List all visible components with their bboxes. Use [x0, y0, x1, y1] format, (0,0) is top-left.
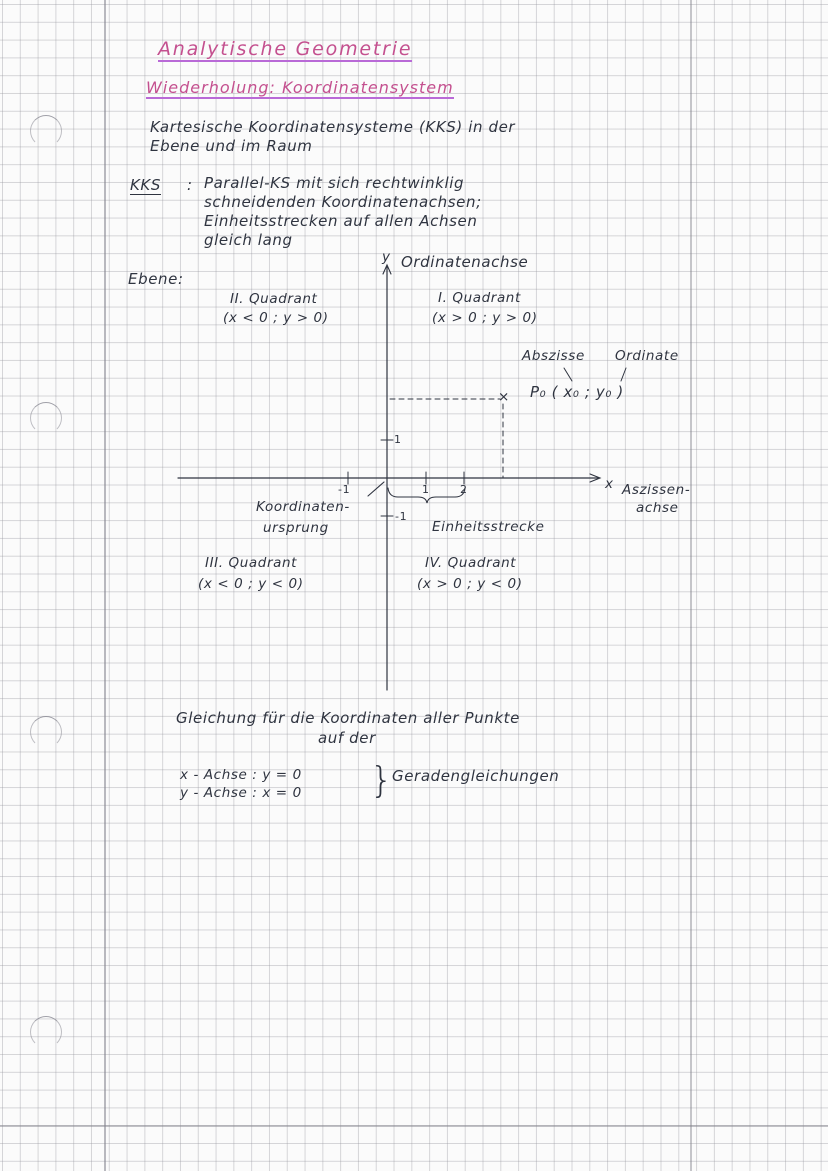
point-p0-label: P₀ ( x₀ ; y₀ ) [530, 383, 624, 401]
tick-label-x-neg1: -1 [338, 483, 351, 496]
tick-label-x-1: 1 [422, 483, 430, 496]
y-axis-letter: y [382, 249, 391, 265]
origin-label-line-2: ursprung [263, 520, 329, 536]
x-axis-name-line-1: Aszissen- [622, 482, 691, 498]
equations-intro-line-1: Gleichung für die Koordinaten aller Punkte [176, 709, 520, 727]
page-subtitle: Wiederholung: Koordinatensystem [146, 78, 454, 97]
intro-line-2: Ebene und im Raum [150, 137, 313, 155]
origin-pointer-line [368, 482, 384, 496]
equations-group-label: Geradengleichungen [392, 767, 560, 785]
tick-label-y-neg1: -1 [395, 510, 408, 523]
definition-term: KKS [130, 176, 161, 194]
definition-line-1: Parallel-KS mit sich rechtwinklig [204, 174, 465, 192]
x-axis-name-line-2: achse [636, 500, 679, 516]
quadrant-1-name: I. Quadrant [438, 290, 521, 306]
definition-line-3: Einheitsstrecken auf allen Achsen [204, 212, 478, 230]
intro-line-1: Kartesische Koordinatensysteme (KKS) in der [150, 118, 516, 136]
abscissa-label: Abszisse [522, 348, 585, 364]
ordinate-label: Ordinate [615, 348, 679, 364]
equation-x-axis: x - Achse : y = 0 [180, 767, 302, 783]
quadrant-3-name: III. Quadrant [205, 555, 298, 571]
y-axis-name: Ordinatenachse [401, 253, 529, 271]
quadrant-2-condition: (x < 0 ; y > 0) [223, 310, 329, 326]
tick-label-y-1: 1 [394, 433, 402, 446]
quadrant-1-condition: (x > 0 ; y > 0) [432, 310, 538, 326]
definition-line-4: gleich lang [204, 231, 293, 249]
abscissa-pointer-line [564, 368, 572, 381]
x-axis-letter: x [605, 476, 614, 492]
section-label-ebene: Ebene: [128, 270, 184, 288]
definition-line-2: schneidenden Koordinatenachsen; [204, 193, 482, 211]
point-p0-marker: × [498, 389, 510, 405]
page-title: Analytische Geometrie [158, 38, 413, 60]
tick-label-x-2: 2 [460, 483, 468, 496]
quadrant-2-name: II. Quadrant [230, 291, 318, 307]
equation-y-axis: y - Achse : x = 0 [180, 785, 302, 801]
origin-label-line-1: Koordinaten- [256, 499, 350, 515]
definition-colon: : [187, 176, 193, 194]
unit-label: Einheitsstrecke [432, 519, 545, 535]
quadrant-4-name: IV. Quadrant [425, 555, 517, 571]
equations-intro-line-2: auf der [318, 729, 376, 747]
quadrant-3-condition: (x < 0 ; y < 0) [198, 576, 304, 592]
quadrant-4-condition: (x > 0 ; y < 0) [417, 576, 523, 592]
equations-brace-icon: } [370, 760, 394, 801]
ordinate-pointer-line [621, 368, 626, 381]
